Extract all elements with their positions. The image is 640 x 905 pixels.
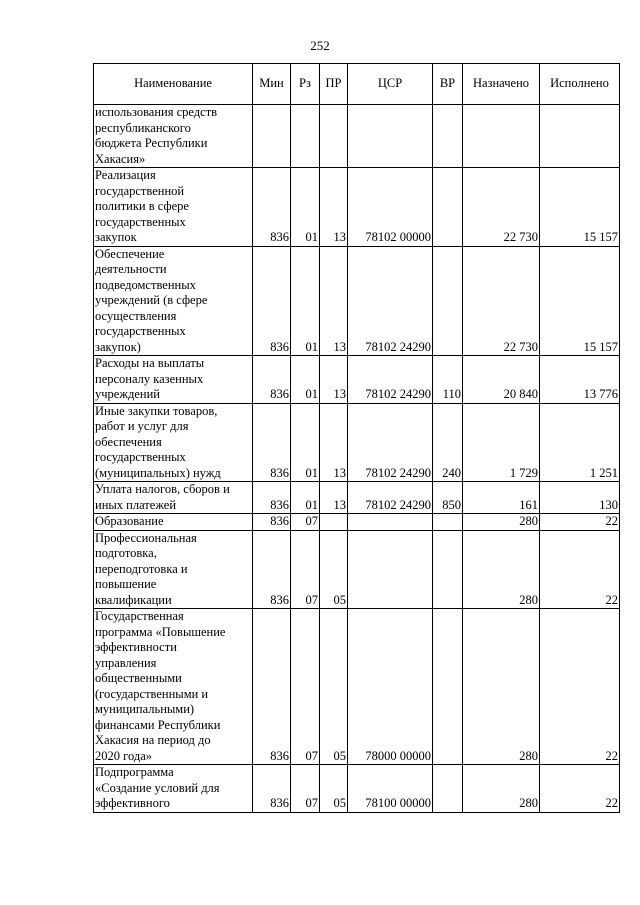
table-row [94,609,620,765]
row-name-line: «Создание условий для [95,780,220,795]
row-name-line: Иные закупки товаров, [95,403,218,418]
cell-pr: 05 [320,609,348,765]
cell-assigned: 280 [463,530,540,609]
header-vr: ВР [433,64,463,105]
cell-min: 836 [253,403,291,482]
cell-csr [348,530,433,609]
cell-assigned: 1 729 [463,403,540,482]
cell-rz: 07 [291,514,320,531]
cell-rz: 01 [291,403,320,482]
row-name-line: политики в сфере [95,199,189,213]
cell-pr: 13 [320,356,348,404]
cell-vr [433,168,463,247]
cell-csr [348,105,433,168]
row-name-cell [94,168,253,247]
cell-rz: 01 [291,246,320,356]
cell-rz: 07 [291,530,320,609]
cell-assigned: 280 [463,609,540,765]
row-name-cell [94,246,253,356]
row-name-line: (муниципальных) нужд [95,465,221,480]
row-name-line: Подпрограмма [95,765,174,779]
cell-executed: 1 251 [540,403,620,482]
row-name-line: закупок) [95,339,141,354]
cell-executed: 22 [540,765,620,813]
cell-csr: 78102 24290 [348,482,433,514]
table-row [94,168,620,247]
row-name-line: учреждений (в сфере [95,293,208,307]
cell-vr [433,514,463,531]
cell-rz: 01 [291,356,320,404]
cell-executed: 22 [540,530,620,609]
row-name-line: Уплата налогов, сборов и [95,482,230,496]
header-name: Наименование [94,64,253,105]
cell-rz: 07 [291,765,320,813]
header-assigned: Назначено [463,64,540,105]
row-name-line: государственных [95,214,186,229]
row-name-line: повышение [95,577,157,591]
row-name-line: Хакасия» [95,151,146,166]
cell-assigned: 22 730 [463,246,540,356]
row-name-line: Хакасия на период до [95,733,211,747]
table-row [94,403,620,482]
row-name-line: закупок [95,230,137,244]
cell-csr: 78000 00000 [348,609,433,765]
cell-pr: 13 [320,403,348,482]
row-name-line: бюджета Республики [95,136,208,150]
cell-executed: 22 [540,609,620,765]
cell-rz: 01 [291,168,320,247]
row-name-line: программа «Повышение [95,624,226,639]
cell-rz [291,105,320,168]
row-name-cell [94,609,253,765]
cell-vr: 850 [433,482,463,514]
row-name-line: Профессиональная [95,530,197,545]
cell-pr: 13 [320,482,348,514]
table-row [94,356,620,404]
table-row [94,105,620,168]
row-name-line: общественными [95,671,182,685]
row-name-cell [94,105,253,168]
cell-executed [540,105,620,168]
cell-min: 836 [253,246,291,356]
cell-min: 836 [253,609,291,765]
row-name-line: Образование [95,514,164,528]
cell-vr: 110 [433,356,463,404]
cell-csr: 78100 00000 [348,765,433,813]
cell-pr [320,514,348,531]
header-pr: ПР [320,64,348,105]
row-name-cell [94,530,253,609]
cell-assigned: 20 840 [463,356,540,404]
row-name-line: государственных [95,450,186,464]
row-name-line: осуществления [95,308,177,323]
cell-min: 836 [253,765,291,813]
cell-min: 836 [253,356,291,404]
cell-assigned: 280 [463,514,540,531]
row-name-cell [94,356,253,404]
row-name-line: Расходы на выплаты [95,356,205,370]
row-name-line: обеспечения [95,434,162,449]
row-name-cell [94,765,253,813]
cell-pr: 13 [320,168,348,247]
page-number: 252 [310,38,330,53]
cell-rz: 01 [291,482,320,514]
row-name-line: переподготовка и [95,561,188,576]
cell-assigned: 161 [463,482,540,514]
cell-csr: 78102 24290 [348,246,433,356]
table-row [94,530,620,609]
row-name-line: эффективности [95,640,177,654]
table-row [94,482,620,514]
row-name-line: республиканского [95,120,191,135]
cell-executed: 130 [540,482,620,514]
cell-executed: 22 [540,514,620,531]
cell-pr: 05 [320,530,348,609]
header-executed: Исполнено [540,64,620,105]
cell-executed: 15 157 [540,246,620,356]
cell-csr: 78102 00000 [348,168,433,247]
row-name-line: государственных [95,324,186,338]
row-name-cell [94,514,253,531]
row-name-line: работ и услуг для [95,419,189,433]
row-name-line: (государственными и [95,686,209,701]
row-name-line: Обеспечение [95,246,165,261]
cell-pr: 13 [320,246,348,356]
cell-assigned: 280 [463,765,540,813]
cell-executed: 15 157 [540,168,620,247]
row-name-line: муниципальными) [95,702,195,716]
budget-table [93,63,620,813]
cell-min: 836 [253,530,291,609]
cell-min: 836 [253,482,291,514]
row-name-line: Государственная [95,609,184,623]
cell-pr: 05 [320,765,348,813]
header-rz: Рз [291,64,320,105]
row-name-line: государственной [95,183,185,198]
cell-min [253,105,291,168]
row-name-line: подведомственных [95,277,196,292]
table-row [94,765,620,813]
row-name-line: управления [95,655,157,670]
table-row [94,246,620,356]
row-name-line: 2020 года» [95,748,152,763]
row-name-line: квалификации [95,592,172,607]
row-name-cell [94,403,253,482]
cell-min: 836 [253,168,291,247]
cell-csr: 78102 24290 [348,403,433,482]
row-name-line: Реализация [95,168,156,182]
header-csr: ЦСР [348,64,433,105]
cell-vr [433,105,463,168]
table-header-row [94,64,620,105]
cell-assigned: 22 730 [463,168,540,247]
cell-vr [433,609,463,765]
cell-pr [320,105,348,168]
row-name-line: подготовка, [95,546,157,560]
cell-vr: 240 [433,403,463,482]
header-min: Мин [253,64,291,105]
cell-vr [433,530,463,609]
cell-csr: 78102 24290 [348,356,433,404]
cell-vr [433,765,463,813]
row-name-line: иных платежей [95,497,177,512]
row-name-line: эффективного [95,796,170,810]
row-name-cell [94,482,253,514]
cell-executed: 13 776 [540,356,620,404]
table-body [94,105,620,813]
row-name-line: персоналу казенных [95,371,204,386]
cell-csr [348,514,433,531]
cell-vr [433,246,463,356]
cell-assigned [463,105,540,168]
cell-min: 836 [253,514,291,531]
cell-rz: 07 [291,609,320,765]
row-name-line: учреждений [95,387,160,401]
row-name-line: использования средств [95,105,218,119]
row-name-line: финансами Республики [95,717,221,732]
table-row [94,514,620,531]
row-name-line: деятельности [95,262,167,276]
